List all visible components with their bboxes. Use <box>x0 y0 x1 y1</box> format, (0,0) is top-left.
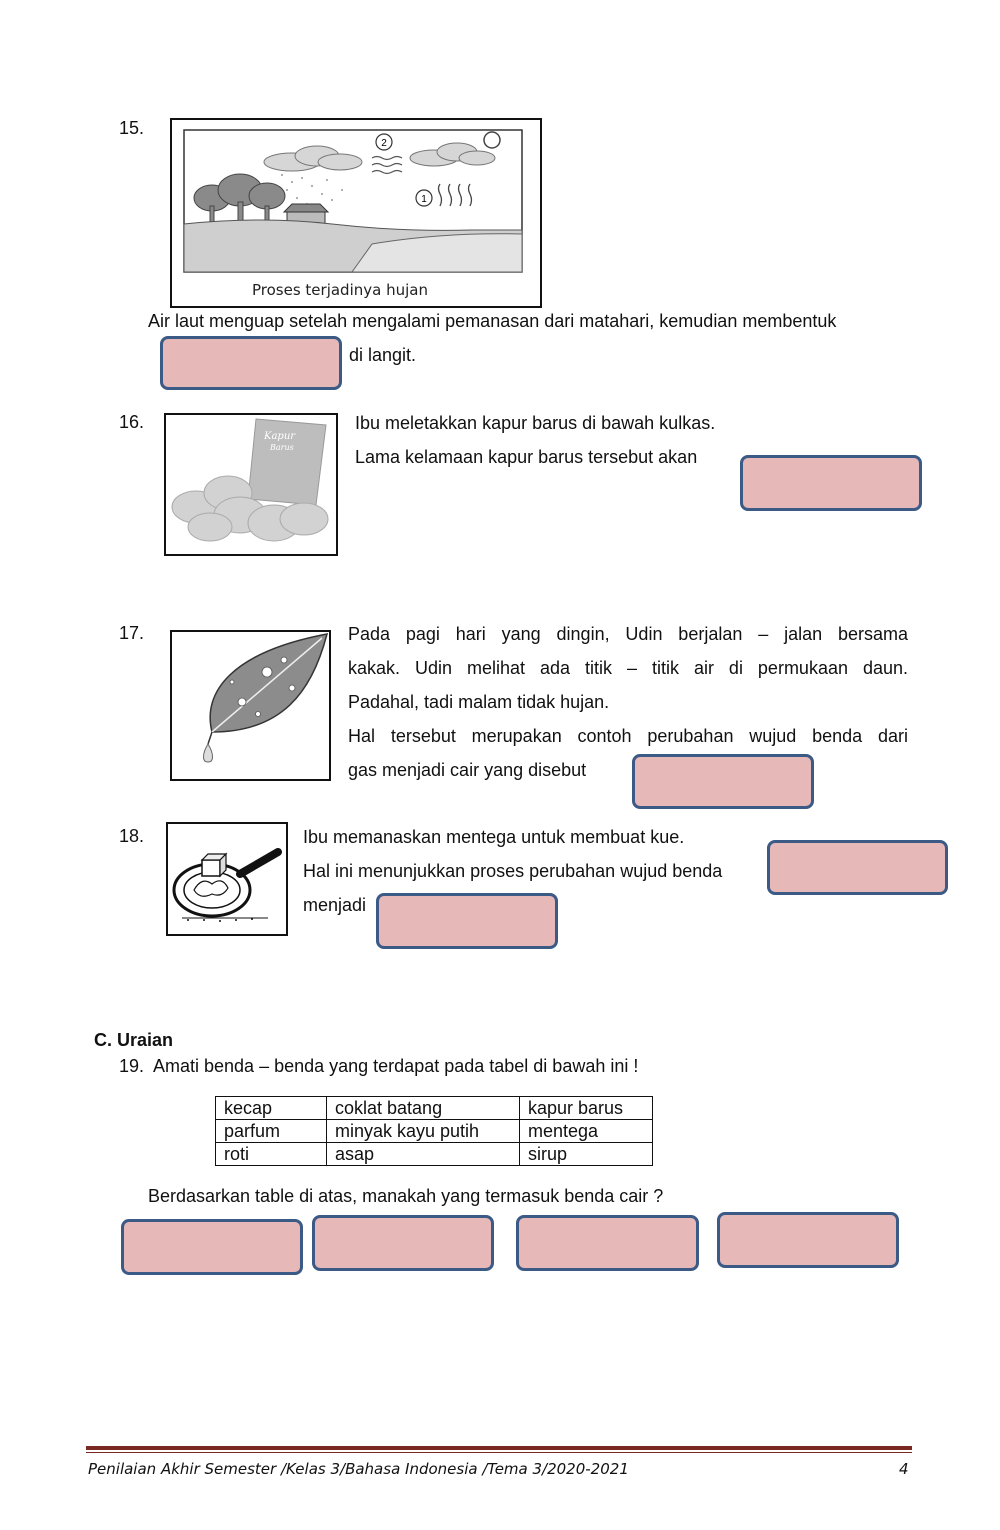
q18-text-line3: menjadi <box>303 895 367 915</box>
pan-illustration <box>168 824 286 934</box>
rain-process-image <box>170 118 542 308</box>
image-caption: Proses terjadinya hujan <box>252 281 428 299</box>
objects-table <box>215 1096 653 1166</box>
q19-answer-box-3[interactable] <box>516 1215 699 1271</box>
table-row <box>216 1097 653 1120</box>
section-c-heading: C. Uraian <box>94 1030 174 1050</box>
bag-label-1: Kapur <box>264 431 296 442</box>
table-cell: parfum <box>216 1120 327 1143</box>
q18-answer-box-1[interactable] <box>767 840 948 895</box>
leaf-dew-image <box>170 630 331 781</box>
table-cell: minyak kayu putih <box>327 1120 520 1143</box>
rain-cycle-illustration <box>172 120 540 306</box>
page-number: 4 <box>899 1460 909 1478</box>
q18-number: 18. <box>119 826 145 846</box>
q18-text-line2: Hal ini menunjukkan proses perubahan wujud benda <box>303 861 723 881</box>
q16-answer-box[interactable] <box>740 455 922 511</box>
q17-text-line3: Padahal, tadi malam tidak hujan. <box>348 692 610 712</box>
q15-text-line1: Air laut menguap setelah mengalami pemanasan dari matahari, kemudian membentuk <box>148 311 837 331</box>
footer-text: Penilaian Akhir Semester /Kelas 3/Bahasa Indonesia /Tema 3/2020-2021 <box>88 1460 629 1478</box>
q17-text-line5: gas menjadi cair yang disebut <box>348 760 587 780</box>
leaf-illustration <box>172 632 329 779</box>
table-cell: coklat batang <box>327 1097 520 1120</box>
q19-number: 19. <box>119 1056 145 1076</box>
marker-1: 1 <box>421 194 427 205</box>
bag-label-2: Barus <box>270 443 294 452</box>
q17-number: 17. <box>119 623 145 643</box>
table-cell: roti <box>216 1143 327 1166</box>
q19-answer-box-4[interactable] <box>717 1212 899 1268</box>
q19-answer-box-2[interactable] <box>312 1215 494 1271</box>
q19-text: Amati benda – benda yang terdapat pada tabel di bawah ini ! <box>153 1056 639 1076</box>
q17-text-line2: kakak. Udin melihat ada titik – titik air di permukaan daun. <box>348 658 908 678</box>
marker-2: 2 <box>381 138 387 149</box>
q19-question: Berdasarkan table di atas, manakah yang termasuk benda cair ? <box>148 1186 664 1206</box>
mothball-illustration <box>166 415 336 554</box>
q16-text-line1: Ibu meletakkan kapur barus di bawah kulkas. <box>355 413 716 433</box>
table-cell: asap <box>327 1143 520 1166</box>
table-row <box>216 1143 653 1166</box>
q18-text-line1: Ibu memanaskan mentega untuk membuat kue. <box>303 827 685 847</box>
footer-rule <box>86 1446 912 1450</box>
butter-pan-image <box>166 822 288 936</box>
q16-number: 16. <box>119 412 145 432</box>
q19-answer-box-1[interactable] <box>121 1219 303 1275</box>
table-cell: sirup <box>520 1143 653 1166</box>
q15-text-line2: di langit. <box>349 345 417 365</box>
q15-number: 15. <box>119 118 145 138</box>
table-cell: mentega <box>520 1120 653 1143</box>
q16-text-line2: Lama kelamaan kapur barus tersebut akan <box>355 447 698 467</box>
q15-answer-box[interactable] <box>160 336 342 390</box>
table-cell: kapur barus <box>520 1097 653 1120</box>
table-row <box>216 1120 653 1143</box>
q17-text-line1: Pada pagi hari yang dingin, Udin berjalan – jalan bersama <box>348 624 908 644</box>
q18-answer-box-2[interactable] <box>376 893 558 949</box>
table-cell: kecap <box>216 1097 327 1120</box>
q17-text-line4: Hal tersebut merupakan contoh perubahan wujud benda dari <box>348 726 908 746</box>
q17-answer-box[interactable] <box>632 754 814 809</box>
mothball-image <box>164 413 338 556</box>
footer-rule-thin <box>86 1452 912 1453</box>
